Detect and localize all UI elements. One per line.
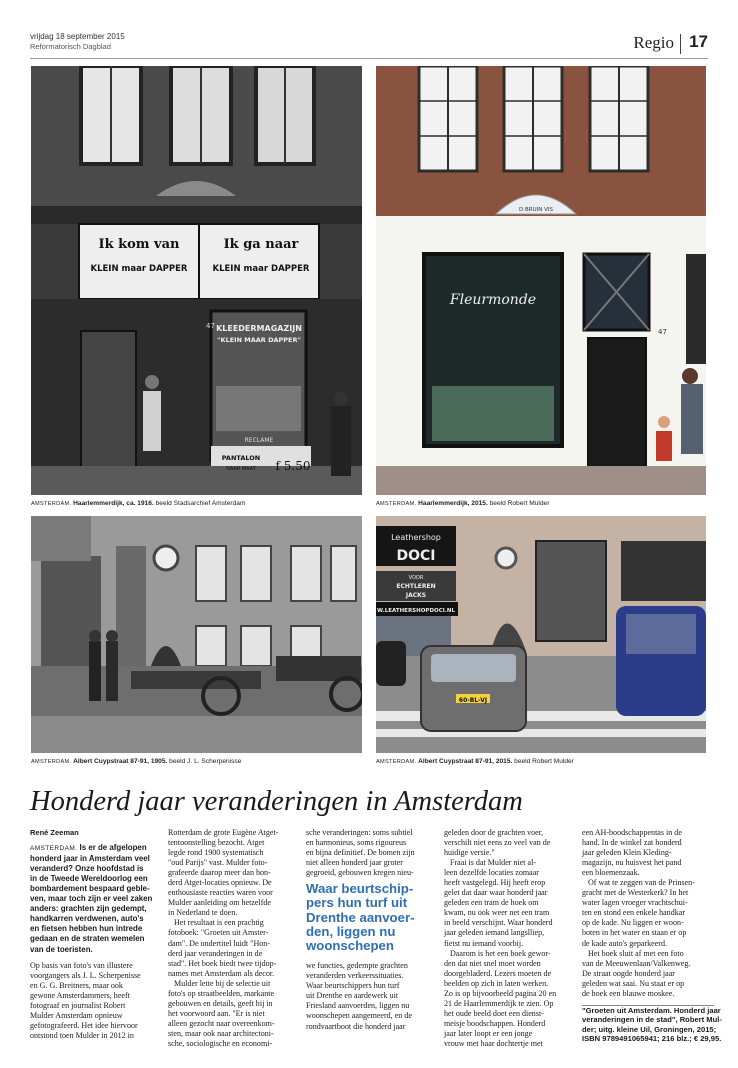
- text-line: Rotterdam de grote Eugène Atget-: [168, 828, 279, 837]
- text-line: 21 de Haarlemmerdijk te zien. Op: [444, 998, 554, 1008]
- photo-albert-cuypstraat-1905: [31, 516, 362, 753]
- text-line: kwam, nu ook weer net een tram: [444, 908, 550, 918]
- text-line: jaar geleden iemand langslliep,: [444, 928, 545, 938]
- text-line: rondvaartboot die honderd jaar: [306, 1021, 406, 1031]
- text-line: sche veranderingen: soms subtiel: [306, 828, 413, 837]
- article-lead: [30, 843, 162, 955]
- caption-photo-4: AMSTERDAM. Albert Cuypstraat 87-91, 2015. beeld Robert Mulder: [376, 758, 574, 765]
- text-line: de hoek een blauwe moskee.: [582, 988, 675, 998]
- text-line: gegroeid, gebouwen kregen nieu-: [306, 868, 414, 878]
- article-paragraph: [582, 828, 714, 878]
- text-line: niet alleen honderd jaar groter: [306, 858, 403, 868]
- text-line: anders: grachten zijn gedempt,: [30, 904, 147, 914]
- text-line: Het boek sluit af met een foto: [588, 948, 684, 958]
- text-line: jaar geleden Klein Kleding-: [582, 848, 672, 858]
- article-column-1: [30, 828, 162, 1041]
- text-line: water lagen vroeger vrachtschui-: [582, 898, 688, 908]
- text-line: gedaan en de straten wemelen: [30, 934, 145, 944]
- text-line: der; uitg. kleine Uil, Groningen, 2015;: [582, 1024, 717, 1034]
- pull-quote: [306, 882, 438, 953]
- sign-pantalon: PANTALON: [221, 454, 261, 462]
- text-line: gelet dat daar waar honderd jaar: [444, 888, 548, 898]
- text-line: dam". De ondertitel luidt "Hon-: [168, 938, 270, 948]
- article-column-2: [168, 828, 300, 1049]
- article-paragraph: [168, 979, 300, 1049]
- text-line: gewone Amsterdammers, heeft: [30, 990, 130, 1000]
- section-title: Regio: [633, 33, 674, 52]
- caption-photo-3: AMSTERDAM. Albert Cuypstraat 87-91, 1905. beeld J. L. Scherpenisse: [31, 758, 242, 765]
- text-line: grafeerde daarop meer dan hon-: [168, 868, 271, 878]
- sign-reclame: RECLAME: [244, 437, 274, 444]
- text-line: in Nederland te doen.: [168, 908, 238, 918]
- masthead-rule: [30, 58, 708, 59]
- text-line: een bloemenzaak.: [582, 868, 640, 878]
- text-line: Zo is op bijvoorbeeld pagina 20 en: [444, 988, 557, 998]
- text-line: bombardement bespaard geble-: [30, 884, 150, 894]
- text-line: de kade auto's geparkeerd.: [582, 938, 668, 948]
- text-line: Waar beurtschippers hun turf: [306, 981, 400, 991]
- text-line: Drenthe aanvoer-: [306, 909, 415, 925]
- house-number-2015: 47: [658, 328, 667, 336]
- text-line: foto's op straatbeelden, markante: [168, 988, 275, 998]
- text-line: op de kade. Nu liggen er woon-: [582, 918, 684, 928]
- article-column-5: [582, 828, 722, 1044]
- text-line: Of wat te zeggen van de Prinsen-: [588, 878, 695, 888]
- text-line: Is er de afgelopen: [79, 843, 147, 853]
- text-line: geleden een tram de hoek om: [444, 898, 539, 908]
- text-line: en harmonieus, soms rigoureus: [306, 838, 407, 848]
- text-line: heeft vastgelegd. Hij heeft erop: [444, 878, 546, 888]
- text-line: hand. In de winkel zat honderd: [582, 838, 682, 848]
- text-line: we functies, gedempte grachten: [306, 961, 408, 971]
- text-line: en bijna definitief. De bomen zijn: [306, 848, 415, 858]
- text-line: ontstond toen Mulder in 2012 in: [30, 1030, 134, 1040]
- text-line: vrouw met haar dochtertje met: [444, 1038, 543, 1048]
- text-line: Mulder Amsterdam opnieuw: [30, 1010, 123, 1020]
- text-line: voorgangers als J. L. Scherpenisse: [30, 970, 141, 980]
- house-number-1916: 47: [206, 322, 215, 330]
- text-line: gracht met de Westerkerk? In het: [582, 888, 689, 898]
- sign-price: f 5.50: [275, 459, 311, 473]
- text-line: fietst nu iemand voorbij.: [444, 938, 524, 948]
- sign-leathershop: Leathershop: [391, 533, 441, 542]
- text-line: woonschepen aangemeerd, en de: [306, 1011, 412, 1021]
- text-line: het voorwoord aan. "Er is niet: [168, 1008, 265, 1018]
- caption-photo-2: AMSTERDAM. Haarlemmerdijk, 2015. beeld Robert Mulder: [376, 500, 550, 507]
- text-line: Mulder aanleiding om hetzelfde: [168, 898, 272, 908]
- text-line: van de toeristen.: [30, 944, 93, 954]
- text-line: pers hun turf uit: [306, 895, 408, 911]
- text-line: enthousiaste reacties waren voor: [168, 888, 273, 898]
- text-line: jaar later loopt er een jonge: [444, 1028, 533, 1038]
- text-line: derd Atget-locaties opnieuw. De: [168, 878, 272, 888]
- text-line: sten, maar ook naar architectoni-: [168, 1028, 274, 1038]
- sign-website: W.LEATHERSHOPDOCI.NL: [377, 608, 455, 614]
- text-line: Op basis van foto's van illustere: [30, 960, 133, 970]
- article-dateline: AMSTERDAM.: [30, 845, 78, 853]
- text-line: van de Meeuwenlaan/Valkenweg.: [582, 958, 691, 968]
- article-column-4: [444, 828, 576, 1049]
- text-line: names met Amsterdam als decor.: [168, 968, 275, 978]
- sign-kleedermagazijn: KLEEDERMAGAZIJN: [216, 324, 302, 333]
- text-line: legde rond 1900 systematisch: [168, 848, 264, 858]
- text-line: huidige versie.": [444, 848, 495, 858]
- book-info: [582, 1005, 722, 1044]
- article-paragraph: [168, 828, 300, 918]
- text-line: stad". Het boek biedt twee tijdop-: [168, 958, 277, 968]
- text-line: geleden wat saai. Nu staat er op: [582, 978, 685, 988]
- sign-echtleren: ECHTLEREN: [396, 583, 436, 590]
- photo-albert-cuypstraat-2015: [376, 516, 706, 753]
- article-paragraph: [582, 949, 714, 999]
- text-line: veranderden verkeerssituaties.: [306, 971, 404, 981]
- sign-klein-maar-dapper-right: KLEIN maar DAPPER: [212, 264, 310, 274]
- text-line: fotograaf en journalist Robert: [30, 1000, 126, 1010]
- sign-doci: DOCI: [396, 548, 436, 564]
- text-line: beelden op zich in laten werken.: [444, 978, 549, 988]
- article-byline: René Zeeman: [30, 828, 79, 837]
- article-paragraph: [168, 918, 300, 978]
- article-paragraph: [582, 878, 714, 948]
- article-paragraph: [306, 961, 438, 1031]
- masthead: [30, 30, 708, 60]
- text-line: geleden door de grachten voer,: [444, 828, 544, 837]
- text-line: den dat niet snel moet worden: [444, 958, 541, 968]
- photo-haarlemmerdijk-2015: [376, 66, 706, 495]
- text-line: en fietsen hebben hun intrede: [30, 924, 143, 934]
- text-line: alleen gezocht naar overeenkom-: [168, 1018, 275, 1028]
- article-paragraph: [306, 828, 438, 878]
- sign-fleurmonde: Fleurmonde: [449, 292, 537, 308]
- sign-voor: VOOR: [408, 575, 424, 581]
- text-line: uit Drenthe en aardewerk uit: [306, 991, 399, 1001]
- sign-naar-maat: NAAR MAAT: [226, 466, 256, 472]
- issue-date: vrijdag 18 september 2015: [30, 32, 125, 41]
- text-line: het oude beeld doet een dienst-: [444, 1008, 544, 1018]
- text-line: in de Tweede Wereldoorlog een: [30, 874, 148, 884]
- article-paragraph: [444, 828, 576, 858]
- text-line: Friesland aanvoerden, liggen nu: [306, 1001, 410, 1011]
- text-line: Waar beurtschip-: [306, 881, 414, 897]
- text-line: honderd jaar in Amsterdam veel: [30, 854, 150, 864]
- text-line: verschilt niet eens zo veel van de: [444, 838, 551, 848]
- text-line: magazijn, nu huisvest het pand: [582, 858, 682, 868]
- article-paragraph: [444, 949, 576, 1049]
- masthead-separator: [680, 34, 681, 54]
- sign-jacks: JACKS: [405, 592, 427, 599]
- text-line: gefotografeerd. Het idee hiervoor: [30, 1020, 138, 1030]
- newspaper-name: Reformatorisch Dagblad: [30, 42, 111, 51]
- text-line: den, liggen nu: [306, 923, 396, 939]
- text-line: Fraai is dat Mulder niet al-: [450, 858, 537, 868]
- text-line: gebouwen en details, geeft hij in: [168, 998, 273, 1008]
- text-line: meisje boodschappen. Honderd: [444, 1018, 546, 1028]
- photo-haarlemmerdijk-1916: [31, 66, 362, 495]
- sign-ik-ga-naar: Ik ga naar: [223, 237, 299, 252]
- text-line: doorgebladerd. Lezers moeten de: [444, 968, 552, 978]
- license-plate: 60-BL-VJ: [458, 697, 488, 704]
- caption-photo-1: AMSTERDAM. Haarlemmerdijk, ca. 1916. beeld Stadsarchief Amsterdam: [31, 500, 246, 507]
- sign-klein-maar-dapper-window: "KLEIN MAAR DAPPER": [217, 336, 301, 344]
- text-line: leen dezelfde locaties zomaar: [444, 868, 539, 878]
- text-line: "Groeten uit Amsterdam. Honderd jaar: [582, 1005, 721, 1015]
- article-column-3: [306, 828, 438, 1032]
- text-line: Het resultaat is een prachtig: [174, 918, 264, 928]
- sign-ik-kom-van: Ik kom van: [98, 237, 180, 252]
- text-line: Daarom is het een boek gewor-: [450, 948, 551, 958]
- text-line: handkarren verdwenen, auto's: [30, 914, 144, 924]
- text-line: derd jaar veranderingen in de: [168, 948, 263, 958]
- text-line: boten in het water en staan er op: [582, 928, 687, 938]
- text-line: en G. G. Breitners, maar ook: [30, 980, 123, 990]
- article-paragraph: [444, 858, 576, 948]
- article-headline: Honderd jaar veranderingen in Amsterdam: [30, 786, 523, 817]
- text-line: sche, sociologische en economi-: [168, 1038, 273, 1048]
- text-line: tentoonstelling bezocht. Atget: [168, 838, 265, 848]
- text-line: De straat oogde honderd jaar: [582, 968, 675, 978]
- text-line: Mulder lette bij de selectie uit: [174, 978, 271, 988]
- text-line: ven, maar toch zijn er veel zaken: [30, 894, 153, 904]
- text-line: fotoboek: "Groeten uit Amster-: [168, 928, 269, 938]
- text-line: "oud Parijs" vast. Mulder foto-: [168, 858, 268, 868]
- text-line: veranderd? Onze hoofdstad is: [30, 864, 144, 874]
- gable-stone-text: D BRUIN VIS: [519, 207, 553, 213]
- sign-klein-maar-dapper-left: KLEIN maar DAPPER: [90, 264, 188, 274]
- text-line: ISBN 9789491065941; 216 blz.; € 29,95.: [582, 1034, 722, 1044]
- text-line: woonschepen: [306, 938, 394, 954]
- page-number: 17: [689, 32, 708, 51]
- text-line: een AH-boodschappentas in de: [582, 828, 682, 837]
- article-paragraph: [30, 961, 162, 1041]
- text-line: in beeld verschijnt. Waar honderd: [444, 918, 553, 928]
- text-line: ten en stond een enkele handkar: [582, 908, 686, 918]
- text-line: veranderingen in de stad", Robert Mul-: [582, 1015, 722, 1025]
